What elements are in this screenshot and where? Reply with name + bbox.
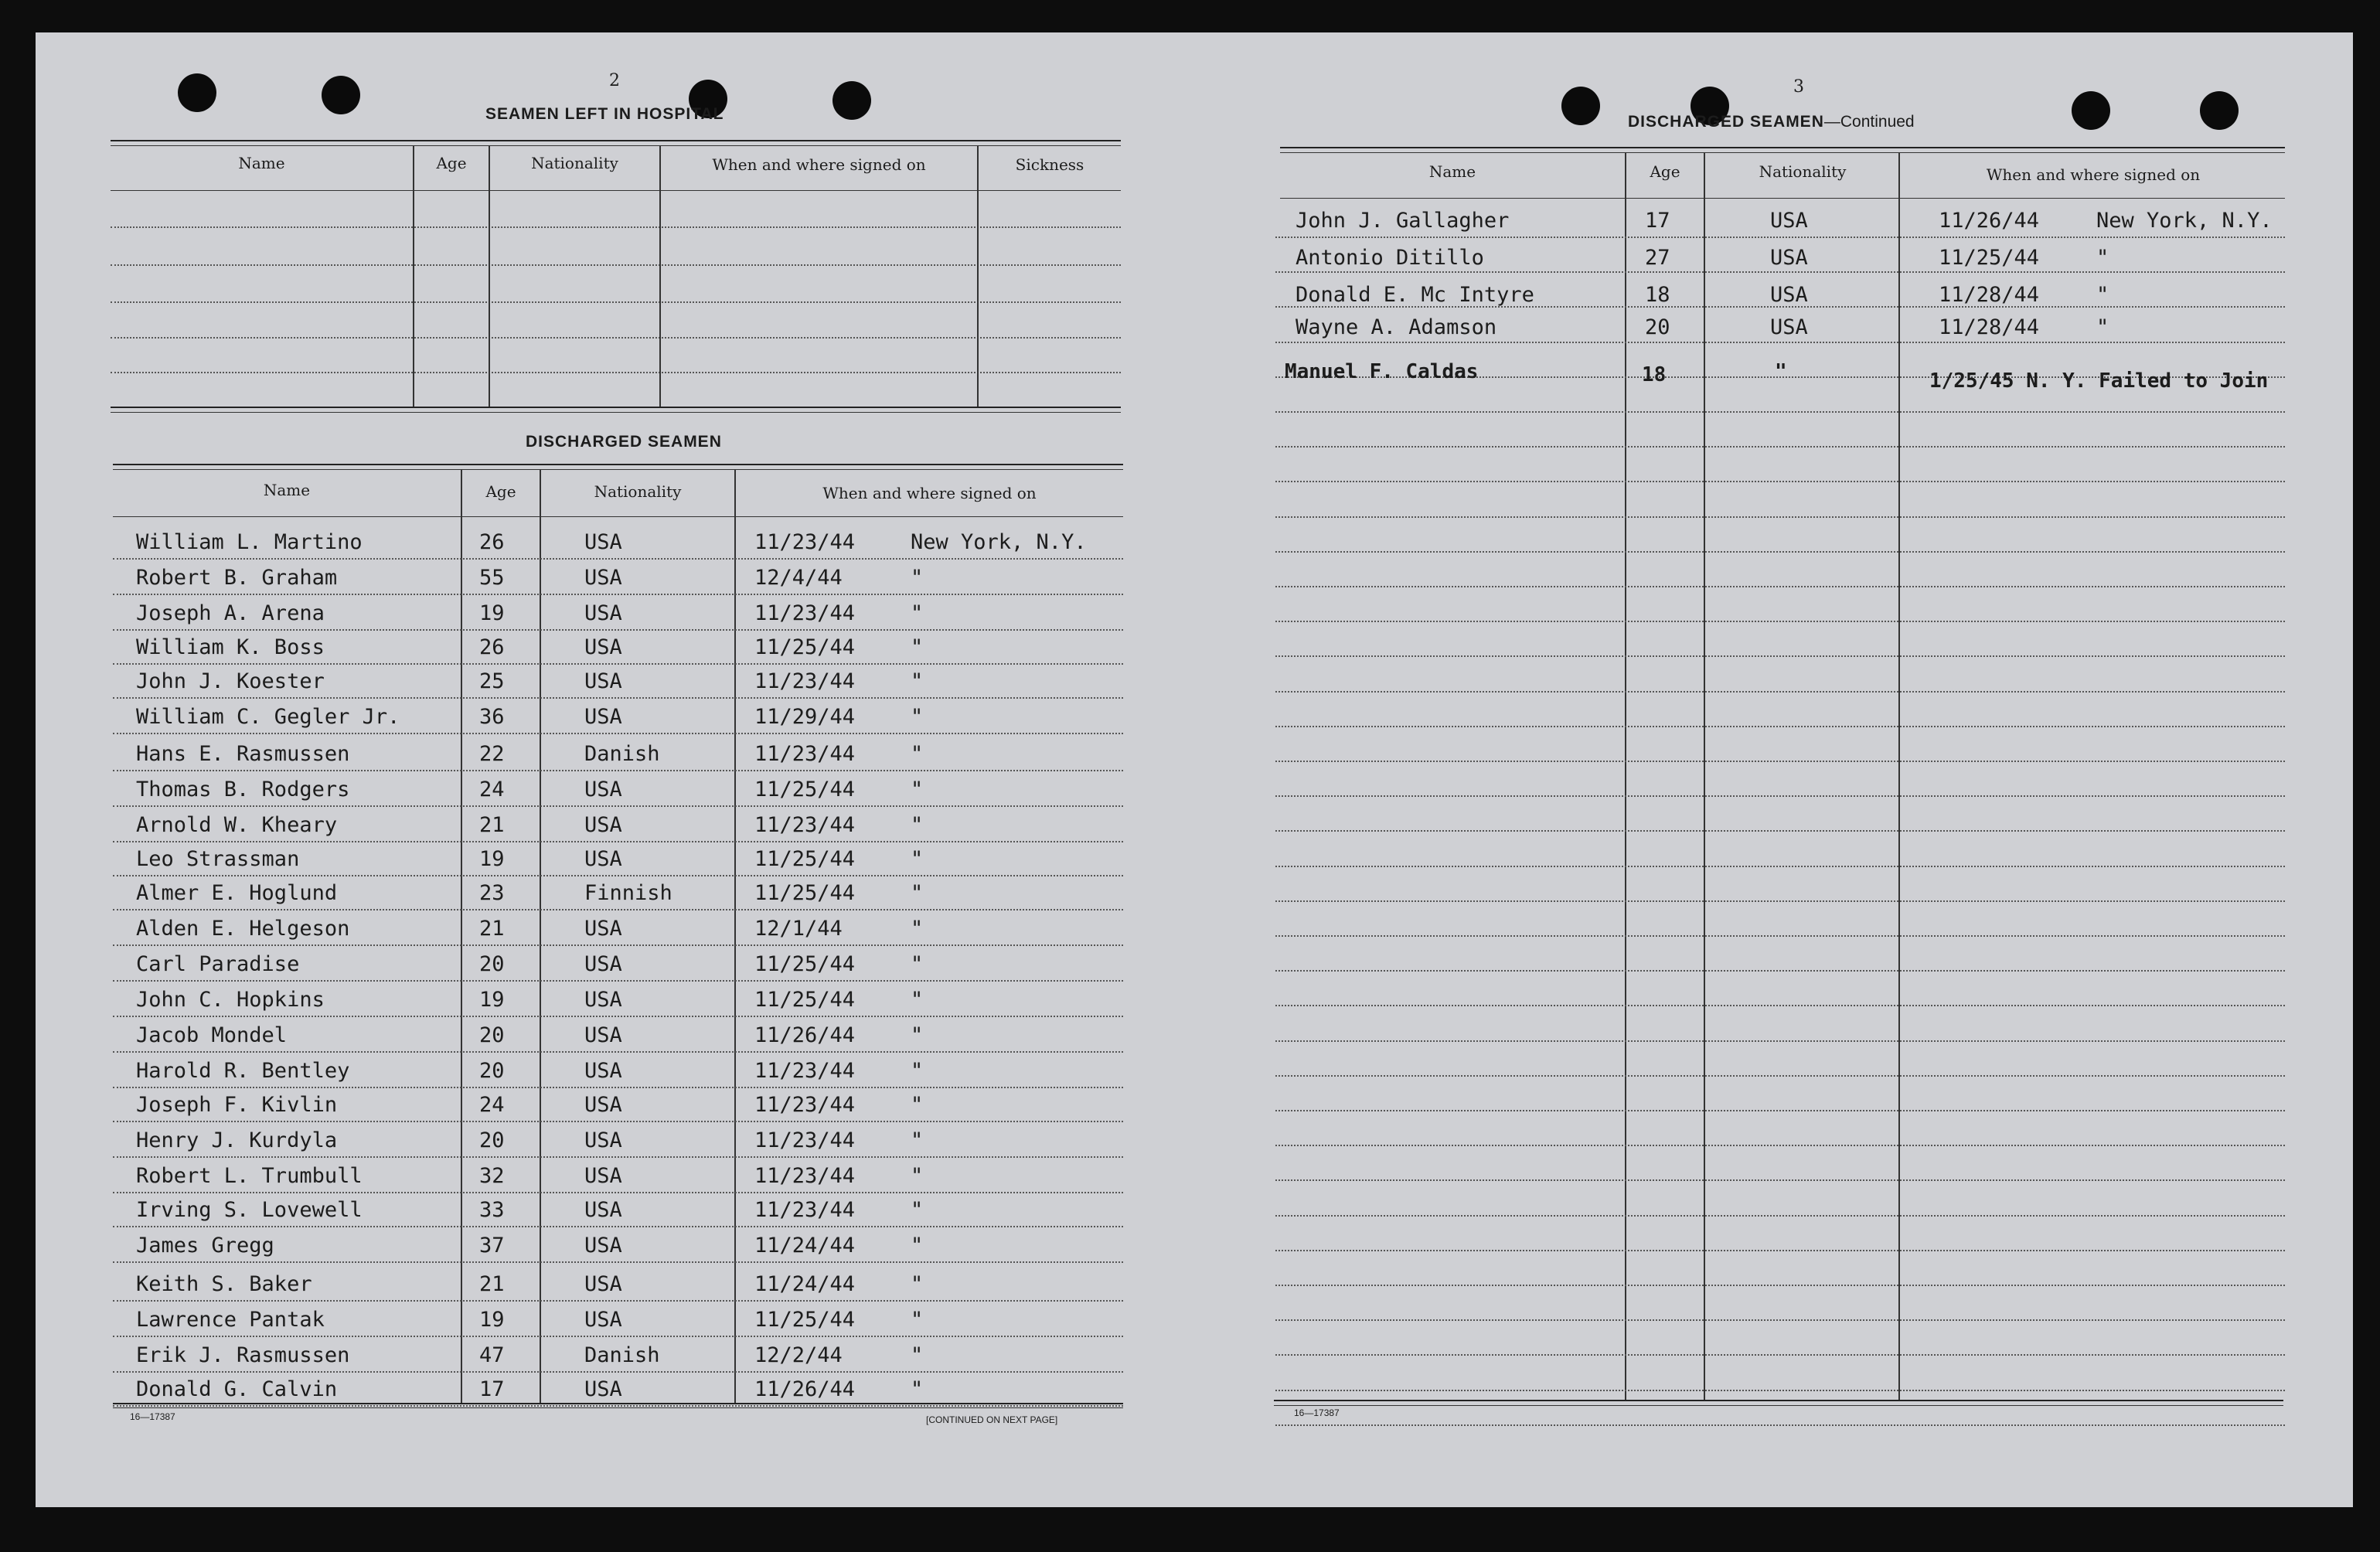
row-line <box>1275 481 2285 482</box>
discharged-table-bottom-rule <box>113 1407 1123 1408</box>
row-name: Joseph A. Arena <box>136 601 325 625</box>
continued-header-rule <box>1280 198 2285 199</box>
row-line <box>1275 1179 2285 1181</box>
hospital-header-age: Age <box>436 154 467 172</box>
row-place: " <box>911 1272 924 1296</box>
row-line <box>113 629 1123 631</box>
row-nationality: USA <box>584 917 622 941</box>
continued-header-nationality: Nationality <box>1759 162 1847 181</box>
discharged-header-nationality: Nationality <box>594 482 682 501</box>
row-age: 26 <box>479 635 505 659</box>
row-nationality: USA <box>584 1023 622 1047</box>
form-number-left: 16—17387 <box>130 1411 175 1422</box>
row-line <box>1275 411 2285 413</box>
row-date: 11/23/44 <box>754 601 856 625</box>
row-line <box>1275 1110 2285 1111</box>
row-nationality: Finnish <box>584 881 672 905</box>
row-line <box>1275 586 2285 587</box>
discharged-header-age: Age <box>485 482 516 501</box>
row-place: " <box>911 988 924 1012</box>
discharged-table-bottom-rule <box>113 1403 1123 1404</box>
continued-column-divider <box>1625 152 1626 1400</box>
row-line <box>1275 237 2285 238</box>
continued-table-bottom-rule <box>1274 1400 2283 1401</box>
row-age: 23 <box>479 881 505 905</box>
row-place: " <box>911 1128 924 1152</box>
row-name: Irving S. Lovewell <box>136 1198 363 1222</box>
row-date: 11/25/44 <box>1939 246 2040 270</box>
row-name: Hans E. Rasmussen <box>136 742 350 766</box>
row-age: 22 <box>479 742 505 766</box>
row-age: 37 <box>479 1234 505 1258</box>
hospital-header-rule <box>111 190 1121 191</box>
row-place: " <box>911 705 924 729</box>
row-age: 20 <box>1645 315 1670 339</box>
row-name: Keith S. Baker <box>136 1272 312 1296</box>
row-name: John J. Koester <box>136 669 325 693</box>
row-date: 11/26/44 <box>754 1377 856 1401</box>
form-number-right: 16—17387 <box>1294 1407 1340 1418</box>
row-line <box>1275 551 2285 553</box>
row-age: 55 <box>479 566 505 590</box>
row-place: " <box>911 778 924 802</box>
row-name: Robert B. Graham <box>136 566 338 590</box>
row-date: 11/23/44 <box>754 1093 856 1117</box>
hospital-header-nationality: Nationality <box>531 154 618 172</box>
row-name: William C. Gegler Jr. <box>136 705 400 729</box>
hospital-row-line <box>111 301 1121 303</box>
row-line <box>113 1087 1123 1088</box>
row-nationality: USA <box>584 601 622 625</box>
continued-header-name: Name <box>1428 162 1476 181</box>
hospital-table-top-rule <box>111 145 1121 146</box>
hospital-header-signed-on: When and where signed on <box>712 155 926 174</box>
row-line <box>113 663 1123 665</box>
row-age: 17 <box>479 1377 505 1401</box>
row-line <box>1275 1319 2285 1321</box>
row-name: Donald G. Calvin <box>136 1377 338 1401</box>
row-age: 20 <box>479 1023 505 1047</box>
row-nationality: USA <box>584 669 622 693</box>
row-line <box>113 944 1123 946</box>
row-nationality: USA <box>584 1059 622 1083</box>
row-age: 21 <box>479 1272 505 1296</box>
row-age: 24 <box>479 1093 505 1117</box>
row-line <box>113 909 1123 910</box>
row-age: 20 <box>479 1059 505 1083</box>
row-line <box>1275 621 2285 622</box>
row-place: " <box>911 1234 924 1258</box>
failed-row-name: Manuel F. Caldas <box>1285 360 1479 383</box>
row-nationality: USA <box>584 1377 622 1401</box>
row-line <box>1275 830 2285 832</box>
row-date: 11/25/44 <box>754 1308 856 1332</box>
row-date: 12/1/44 <box>754 917 843 941</box>
row-line <box>1275 1040 2285 1042</box>
row-date: 11/25/44 <box>754 881 856 905</box>
row-date: 11/23/44 <box>754 1128 856 1152</box>
row-place: " <box>2096 315 2109 339</box>
row-line <box>1275 900 2285 902</box>
row-nationality: USA <box>584 813 622 837</box>
discharged-header-rule <box>113 516 1123 517</box>
continued-header-signed-on: When and where signed on <box>1986 165 2201 184</box>
row-age: 19 <box>479 847 505 871</box>
hospital-table-bottom-rule <box>111 412 1121 413</box>
row-place: " <box>911 1343 924 1367</box>
row-nationality: USA <box>1770 209 1808 233</box>
row-age: 32 <box>479 1164 505 1188</box>
page-number-left: 2 <box>609 71 620 90</box>
row-date: 11/25/44 <box>754 988 856 1012</box>
row-line <box>113 1300 1123 1302</box>
row-nationality: USA <box>584 566 622 590</box>
hospital-header-sickness: Sickness <box>1015 155 1084 174</box>
row-date: 11/23/44 <box>754 1164 856 1188</box>
row-place: " <box>911 1093 924 1117</box>
row-name: Antonio Ditillo <box>1296 246 1484 270</box>
row-line <box>113 1336 1123 1337</box>
row-age: 18 <box>1645 283 1670 307</box>
row-age: 20 <box>479 952 505 976</box>
row-nationality: USA <box>584 1308 622 1332</box>
continued-note: [CONTINUED ON NEXT PAGE] <box>926 1414 1058 1425</box>
row-age: 21 <box>479 813 505 837</box>
row-line <box>113 558 1123 560</box>
row-place: " <box>911 847 924 871</box>
row-line <box>113 1121 1123 1122</box>
row-line <box>113 1192 1123 1193</box>
row-age: 19 <box>479 601 505 625</box>
row-nationality: USA <box>1770 315 1808 339</box>
row-line <box>1275 342 2285 343</box>
row-age: 19 <box>479 988 505 1012</box>
row-place: " <box>911 881 924 905</box>
row-date: 11/26/44 <box>1939 209 2040 233</box>
continued-title <box>1628 113 1915 131</box>
row-line <box>113 1371 1123 1373</box>
hospital-column-divider <box>489 145 490 407</box>
row-date: 11/23/44 <box>754 1198 856 1222</box>
hospital-row-line <box>111 264 1121 266</box>
row-line <box>1275 1285 2285 1286</box>
continued-title-suffix: —Continued <box>1823 113 1915 131</box>
row-name: Erik J. Rasmussen <box>136 1343 350 1367</box>
row-line <box>1275 1354 2285 1356</box>
row-age: 36 <box>479 705 505 729</box>
row-nationality: USA <box>584 705 622 729</box>
row-nationality: USA <box>584 988 622 1012</box>
row-line <box>1275 1145 2285 1146</box>
punch-hole <box>178 73 216 112</box>
row-nationality: Danish <box>584 742 660 766</box>
row-date: 11/23/44 <box>754 813 856 837</box>
hospital-header-name: Name <box>238 154 285 172</box>
row-age: 17 <box>1645 209 1670 233</box>
discharged-title: DISCHARGED SEAMEN <box>526 433 722 451</box>
row-place: " <box>911 917 924 941</box>
row-line <box>113 733 1123 734</box>
row-line <box>1275 306 2285 308</box>
continued-table-bottom-rule <box>1274 1405 2283 1406</box>
row-age: 25 <box>479 669 505 693</box>
row-date: 11/26/44 <box>754 1023 856 1047</box>
row-line <box>113 770 1123 771</box>
row-place: " <box>911 1198 924 1222</box>
continued-column-divider <box>1704 152 1705 1400</box>
row-name: John J. Gallagher <box>1296 209 1510 233</box>
row-place: " <box>911 635 924 659</box>
row-line <box>113 594 1123 595</box>
row-line <box>113 841 1123 842</box>
row-line <box>113 1405 1123 1407</box>
row-line <box>1275 935 2285 937</box>
row-nationality: USA <box>584 952 622 976</box>
row-line <box>1275 970 2285 972</box>
row-nationality: USA <box>584 1272 622 1296</box>
row-date: 12/2/44 <box>754 1343 843 1367</box>
hospital-column-divider <box>413 145 414 407</box>
row-age: 21 <box>479 917 505 941</box>
failed-row-nationality: " <box>1775 360 1787 383</box>
hospital-column-divider <box>659 145 661 407</box>
row-date: 11/29/44 <box>754 705 856 729</box>
row-nationality: USA <box>584 1093 622 1117</box>
row-place: New York, N.Y. <box>911 530 1087 554</box>
row-name: Almer E. Hoglund <box>136 881 338 905</box>
row-place: " <box>911 601 924 625</box>
row-place: " <box>911 1164 924 1188</box>
row-nationality: USA <box>1770 283 1808 307</box>
discharged-table-top-rule <box>113 469 1123 470</box>
row-line <box>113 875 1123 876</box>
row-line <box>1275 1005 2285 1006</box>
row-line <box>1275 1390 2285 1391</box>
row-date: 11/23/44 <box>754 669 856 693</box>
row-name: Jacob Mondel <box>136 1023 288 1047</box>
continued-title-text: DISCHARGED SEAMEN <box>1628 113 1824 131</box>
row-line <box>1275 866 2285 867</box>
row-line <box>1275 516 2285 518</box>
row-line <box>1275 726 2285 727</box>
continued-header-age: Age <box>1650 162 1680 181</box>
row-date: 11/23/44 <box>754 1059 856 1083</box>
hospital-table-top-rule <box>111 140 1121 141</box>
row-name: Wayne A. Adamson <box>1296 315 1497 339</box>
row-line <box>113 1156 1123 1158</box>
row-line <box>1275 655 2285 657</box>
row-line <box>113 980 1123 982</box>
row-name: James Gregg <box>136 1234 274 1258</box>
continued-column-divider <box>1898 152 1900 1400</box>
row-name: William L. Martino <box>136 530 363 554</box>
row-line <box>113 1261 1123 1263</box>
row-nationality: USA <box>1770 246 1808 270</box>
row-age: 26 <box>479 530 505 554</box>
row-nationality: USA <box>584 1128 622 1152</box>
row-line <box>1275 1075 2285 1077</box>
row-name: Harold R. Bentley <box>136 1059 350 1083</box>
row-place: " <box>911 566 924 590</box>
row-line <box>113 1016 1123 1017</box>
row-date: 11/23/44 <box>754 742 856 766</box>
row-date: 11/28/44 <box>1939 315 2040 339</box>
row-name: Donald E. Mc Intyre <box>1296 283 1534 307</box>
row-line <box>1275 1424 2285 1426</box>
row-date: 11/25/44 <box>754 635 856 659</box>
row-nationality: USA <box>584 847 622 871</box>
row-place: " <box>911 1308 924 1332</box>
row-nationality: USA <box>584 635 622 659</box>
continued-table-top-rule <box>1280 147 2285 148</box>
row-place: " <box>911 742 924 766</box>
hospital-column-divider <box>977 145 979 407</box>
row-name: John C. Hopkins <box>136 988 325 1012</box>
row-name: Joseph F. Kivlin <box>136 1093 338 1117</box>
punch-hole <box>2200 91 2239 130</box>
row-place: " <box>911 1023 924 1047</box>
row-place: " <box>911 1377 924 1401</box>
failed-row-note: 1/25/45 N. Y. Failed to Join <box>1929 369 2269 393</box>
punch-hole <box>1561 87 1600 125</box>
row-line <box>113 697 1123 699</box>
row-line <box>113 1051 1123 1053</box>
row-nationality: USA <box>584 530 622 554</box>
row-name: Arnold W. Kheary <box>136 813 338 837</box>
row-date: 11/28/44 <box>1939 283 2040 307</box>
row-place: " <box>911 1059 924 1083</box>
row-place: " <box>911 669 924 693</box>
discharged-header-signed-on: When and where signed on <box>822 484 1037 502</box>
row-date: 11/24/44 <box>754 1234 856 1258</box>
row-name: Leo Strassman <box>136 847 300 871</box>
hospital-table-bottom-rule <box>111 407 1121 408</box>
row-name: William K. Boss <box>136 635 325 659</box>
row-age: 19 <box>479 1308 505 1332</box>
hospital-row-line <box>111 226 1121 228</box>
row-place: " <box>2096 246 2109 270</box>
row-line <box>1275 795 2285 797</box>
punch-hole <box>322 76 360 114</box>
row-date: 12/4/44 <box>754 566 843 590</box>
row-nationality: USA <box>584 1234 622 1258</box>
row-place: New York, N.Y. <box>2096 209 2273 233</box>
row-line <box>1275 271 2285 273</box>
row-line <box>1275 1215 2285 1217</box>
punch-hole <box>2072 91 2110 130</box>
row-age: 27 <box>1645 246 1670 270</box>
row-name: Lawrence Pantak <box>136 1308 325 1332</box>
row-place: " <box>911 813 924 837</box>
row-name: Thomas B. Rodgers <box>136 778 350 802</box>
row-date: 11/25/44 <box>754 952 856 976</box>
row-place: " <box>911 952 924 976</box>
punch-hole <box>832 81 871 120</box>
hospital-row-line <box>111 337 1121 339</box>
row-nationality: Danish <box>584 1343 660 1367</box>
row-place: " <box>2096 283 2109 307</box>
row-date: 11/23/44 <box>754 530 856 554</box>
row-line <box>1275 761 2285 762</box>
discharged-table-top-rule <box>113 464 1123 465</box>
row-name: Robert L. Trumbull <box>136 1164 363 1188</box>
discharged-header-name: Name <box>263 481 311 499</box>
row-age: 33 <box>479 1198 505 1222</box>
row-age: 20 <box>479 1128 505 1152</box>
row-line <box>113 805 1123 807</box>
row-age: 24 <box>479 778 505 802</box>
row-line <box>1275 446 2285 448</box>
hospital-title: SEAMEN LEFT IN HOSPITAL <box>485 105 724 123</box>
row-line <box>113 1226 1123 1227</box>
row-name: Henry J. Kurdyla <box>136 1128 338 1152</box>
row-line <box>1275 691 2285 693</box>
hospital-row-line <box>111 372 1121 373</box>
row-age: 47 <box>479 1343 505 1367</box>
page-number-right: 3 <box>1793 77 1804 97</box>
row-nationality: USA <box>584 1198 622 1222</box>
row-nationality: USA <box>584 778 622 802</box>
row-date: 11/25/44 <box>754 778 856 802</box>
row-line <box>1275 1250 2285 1251</box>
failed-row-age: 18 <box>1642 363 1667 386</box>
row-name: Alden E. Helgeson <box>136 917 350 941</box>
row-name: Carl Paradise <box>136 952 300 976</box>
continued-table-top-rule <box>1280 152 2285 153</box>
row-date: 11/24/44 <box>754 1272 856 1296</box>
row-nationality: USA <box>584 1164 622 1188</box>
row-date: 11/25/44 <box>754 847 856 871</box>
